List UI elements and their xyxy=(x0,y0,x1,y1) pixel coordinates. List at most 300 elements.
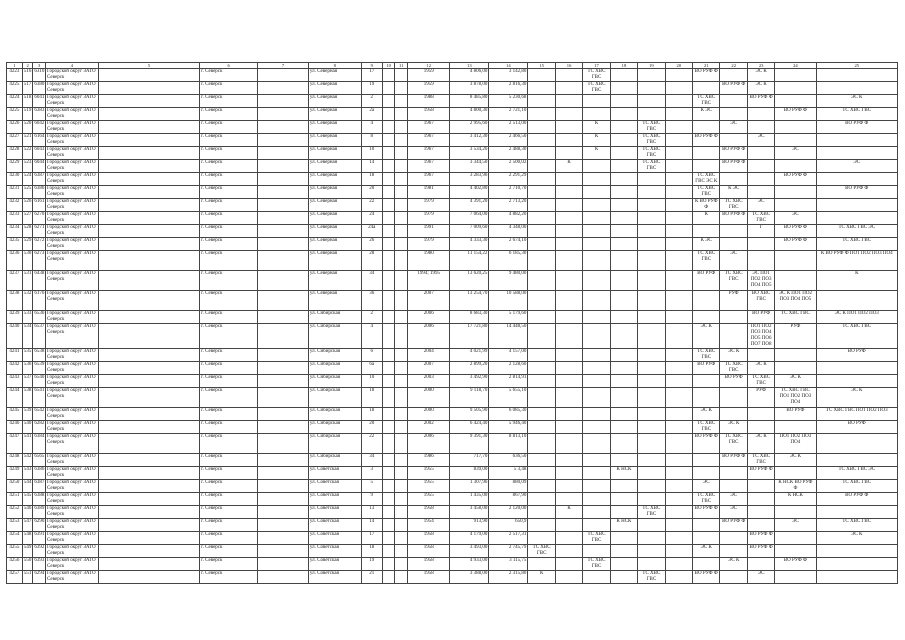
table-cell xyxy=(528,311,555,324)
table-cell: ТС ХВС ГВС xyxy=(583,532,610,545)
table-cell: 4225 xyxy=(7,108,23,121)
table-cell: К НСК ВО РУФ Ф xyxy=(775,480,816,493)
table-cell xyxy=(528,454,555,467)
table-cell: 5 179,60 xyxy=(489,311,528,324)
table-cell: Городской округ ЗАТО Северск xyxy=(46,160,99,173)
table-cell xyxy=(382,545,395,558)
table-cell: ул. Советская xyxy=(308,558,361,571)
table-cell: г. Северск xyxy=(200,324,258,349)
column-number-cell: 18 xyxy=(610,63,637,69)
table-cell: РУФ xyxy=(775,324,816,349)
table-cell: ТС ХВС ГВС xyxy=(583,558,610,571)
table-cell xyxy=(98,421,199,434)
table-cell: 4 021,99 xyxy=(450,349,489,362)
table-cell xyxy=(665,408,692,421)
table-cell xyxy=(382,362,395,375)
table-cell: 2 315,80 xyxy=(489,571,528,584)
table-cell: 880,09 xyxy=(489,480,528,493)
table-cell: 4251 xyxy=(7,493,23,506)
table-cell: 543 xyxy=(22,467,33,480)
table-cell xyxy=(610,571,637,584)
table-row xyxy=(7,532,898,545)
table-cell: ЭС xyxy=(775,212,816,225)
table-cell xyxy=(665,212,692,225)
table-cell xyxy=(98,186,199,199)
table-cell: 4 333,30 xyxy=(450,238,489,251)
table-cell xyxy=(382,324,395,349)
table-cell xyxy=(528,434,555,454)
table-cell xyxy=(693,121,720,134)
table-cell: 7 009,60 xyxy=(450,225,489,238)
table-cell: ВО РУФ Ф xyxy=(720,82,747,95)
table-cell: ПО1 ПО2 ПО3 ПО4 ПО5 ПО6 ПО7 ПО8 xyxy=(747,324,774,349)
table-cell: 6273 xyxy=(33,251,46,271)
table-cell: 6438 xyxy=(33,271,46,291)
table-cell xyxy=(395,532,408,545)
table-cell xyxy=(583,95,610,108)
table-cell: 6392 xyxy=(33,545,46,558)
table-cell xyxy=(720,408,747,421)
table-row xyxy=(7,251,898,271)
table-cell xyxy=(816,134,898,147)
table-cell xyxy=(395,69,408,82)
table-cell xyxy=(395,324,408,349)
table-cell: г. Северск xyxy=(200,82,258,95)
table-cell: 6290 xyxy=(33,519,46,532)
table-cell: 4232 xyxy=(7,199,23,212)
table-cell: Городской округ ЗАТО Северск xyxy=(46,271,99,291)
table-cell: 17 xyxy=(361,532,382,545)
table-cell xyxy=(638,467,665,480)
table-cell: 4257 xyxy=(7,571,23,584)
table-cell: ул. Советская xyxy=(308,467,361,480)
table-cell xyxy=(720,388,747,408)
table-cell: ул. Советская xyxy=(308,532,361,545)
table-cell: Городской округ ЗАТО Северск xyxy=(46,134,99,147)
table-cell xyxy=(528,421,555,434)
table-cell: ул. Северная xyxy=(308,212,361,225)
table-cell xyxy=(98,225,199,238)
table-cell xyxy=(638,434,665,454)
table-cell xyxy=(555,558,582,571)
table-cell xyxy=(258,271,309,291)
table-cell xyxy=(382,480,395,493)
table-row xyxy=(7,173,898,186)
table-cell: ВО РУФ Ф xyxy=(775,558,816,571)
table-cell xyxy=(382,225,395,238)
table-cell: 4241 xyxy=(7,349,23,362)
table-cell: 6539 xyxy=(33,362,46,375)
table-cell xyxy=(555,421,582,434)
table-cell xyxy=(638,238,665,251)
table-cell xyxy=(555,108,582,121)
table-cell xyxy=(665,82,692,95)
table-cell: РУФ xyxy=(747,388,774,408)
table-cell xyxy=(720,95,747,108)
table-cell xyxy=(747,186,774,199)
table-cell: 6388 xyxy=(33,493,46,506)
table-cell xyxy=(665,493,692,506)
table-cell: К xyxy=(583,121,610,134)
table-cell: 535 xyxy=(22,349,33,362)
table-cell: ТС ХВС ГВС xyxy=(816,480,898,493)
table-cell xyxy=(382,251,395,271)
table-cell: 2 816,30 xyxy=(489,82,528,95)
table-cell xyxy=(382,108,395,121)
table-cell: 1979 xyxy=(408,199,450,212)
table-cell: 6164 xyxy=(33,134,46,147)
table-cell: 1967 xyxy=(408,134,450,147)
table-cell: ТС ХВС ГВС xyxy=(638,160,665,173)
table-cell xyxy=(395,147,408,160)
table-cell xyxy=(775,545,816,558)
table-cell xyxy=(638,421,665,434)
table-cell xyxy=(747,173,774,186)
table-cell xyxy=(555,225,582,238)
table-cell xyxy=(693,225,720,238)
table-cell xyxy=(98,324,199,349)
table-cell xyxy=(583,408,610,421)
table-cell xyxy=(665,291,692,311)
table-cell: ЭС xyxy=(720,493,747,506)
table-cell: 839,00 xyxy=(450,467,489,480)
table-cell xyxy=(258,408,309,421)
table-cell: 6044 xyxy=(33,160,46,173)
table-cell: 1981 xyxy=(408,186,450,199)
table-cell xyxy=(528,388,555,408)
table-cell: ВО РУФ Ф xyxy=(720,519,747,532)
table-cell: К xyxy=(555,160,582,173)
table-cell: 6042 xyxy=(33,121,46,134)
table-cell xyxy=(395,271,408,291)
table-cell xyxy=(747,121,774,134)
table-cell xyxy=(583,519,610,532)
table-cell: 17 xyxy=(361,69,382,82)
table-cell xyxy=(583,362,610,375)
table-cell xyxy=(665,480,692,493)
table-row xyxy=(7,212,898,225)
table-cell: ТС ХВС ГВС xyxy=(583,69,610,82)
table-cell xyxy=(747,480,774,493)
table-cell: 3 388,00 xyxy=(450,571,489,584)
table-cell xyxy=(555,212,582,225)
table-cell: 10 xyxy=(361,375,382,388)
table-cell xyxy=(382,199,395,212)
table-cell: 2 814,91 xyxy=(489,375,528,388)
table-cell: 1967 xyxy=(408,147,450,160)
table-cell: Городской округ ЗАТО Северск xyxy=(46,434,99,454)
table-cell: 4 157,00 xyxy=(489,349,528,362)
table-cell: 2 674,10 xyxy=(489,238,528,251)
column-number-cell: 21 xyxy=(693,63,720,69)
table-cell xyxy=(382,134,395,147)
table-cell: ул. Сибирская xyxy=(308,375,361,388)
table-cell: Городской округ ЗАТО Северск xyxy=(46,238,99,251)
table-cell: 4234 xyxy=(7,225,23,238)
table-cell: 2 120,00 xyxy=(489,506,528,519)
table-cell xyxy=(258,147,309,160)
table-cell xyxy=(98,349,199,362)
table-cell xyxy=(665,271,692,291)
table-cell: г. Северск xyxy=(200,238,258,251)
table-row xyxy=(7,434,898,454)
table-cell xyxy=(382,271,395,291)
table-cell: 4255 xyxy=(7,545,23,558)
table-cell: 4245 xyxy=(7,408,23,421)
table-cell: г. Северск xyxy=(200,173,258,186)
table-cell xyxy=(775,271,816,291)
table-cell xyxy=(638,375,665,388)
table-cell xyxy=(816,454,898,467)
table-cell xyxy=(528,519,555,532)
table-cell: ул. Северная xyxy=(308,121,361,134)
table-cell: ЭС К xyxy=(816,95,898,108)
table-cell: ВО РУФ xyxy=(816,421,898,434)
table-cell xyxy=(775,362,816,375)
table-cell xyxy=(693,375,720,388)
table-cell: 551 xyxy=(22,571,33,584)
table-cell xyxy=(555,362,582,375)
table-cell: 717,70 xyxy=(450,454,489,467)
table-cell xyxy=(258,467,309,480)
table-cell xyxy=(395,558,408,571)
table-cell xyxy=(665,571,692,584)
table-cell: 1979 xyxy=(408,212,450,225)
table-cell xyxy=(638,291,665,311)
table-cell: 8 xyxy=(361,134,382,147)
table-cell xyxy=(775,160,816,173)
table-cell xyxy=(382,186,395,199)
table-cell: 518 xyxy=(22,95,33,108)
table-cell xyxy=(583,506,610,519)
table-cell: г. Северск xyxy=(200,493,258,506)
table-cell: 2 500,02 xyxy=(489,160,528,173)
table-cell: г. Северск xyxy=(200,147,258,160)
table-cell: РУФ xyxy=(720,291,747,311)
table-cell xyxy=(382,69,395,82)
table-cell: 1979 xyxy=(408,238,450,251)
column-number-cell: 3 xyxy=(33,63,46,69)
table-cell xyxy=(720,311,747,324)
table-cell xyxy=(583,421,610,434)
table-cell: 18 xyxy=(361,545,382,558)
table-cell: 534 xyxy=(22,324,33,349)
table-cell xyxy=(638,454,665,467)
table-cell: 2 899,20 xyxy=(450,362,489,375)
column-number-cell: 13 xyxy=(450,63,489,69)
table-cell xyxy=(693,160,720,173)
table-cell xyxy=(382,532,395,545)
table-cell: 4250 xyxy=(7,480,23,493)
table-cell: 3 492,90 xyxy=(450,375,489,388)
table-cell: 6541 xyxy=(33,388,46,408)
table-cell xyxy=(555,375,582,388)
table-cell: Городской округ ЗАТО Северск xyxy=(46,225,99,238)
table-cell xyxy=(382,349,395,362)
table-cell: 5 655,10 xyxy=(489,388,528,408)
table-cell xyxy=(258,349,309,362)
table-cell: 8 683,30 xyxy=(450,311,489,324)
table-cell: 4248 xyxy=(7,454,23,467)
table-cell xyxy=(610,173,637,186)
table-cell xyxy=(258,108,309,121)
table-cell xyxy=(638,95,665,108)
table-cell: 536 xyxy=(22,362,33,375)
table-cell: 21 xyxy=(361,571,382,584)
table-cell: 2004 xyxy=(408,349,450,362)
table-cell: ВО РУФ Ф xyxy=(747,545,774,558)
table-cell xyxy=(610,108,637,121)
table-cell xyxy=(98,108,199,121)
table-cell xyxy=(528,271,555,291)
table-cell: 6а xyxy=(361,362,382,375)
table-cell xyxy=(665,506,692,519)
table-row xyxy=(7,147,898,160)
table-cell: 636,50 xyxy=(489,454,528,467)
column-number-cell: 19 xyxy=(638,63,665,69)
table-cell: 2006 xyxy=(408,311,450,324)
table-row xyxy=(7,238,898,251)
table-cell xyxy=(395,493,408,506)
table-cell: К xyxy=(583,147,610,160)
table-cell xyxy=(816,212,898,225)
table-cell: ТС ХВС ГВС ПО1 ПО2 ПО3 xyxy=(816,408,898,421)
table-cell xyxy=(98,311,199,324)
table-cell xyxy=(747,160,774,173)
table-cell xyxy=(816,545,898,558)
table-cell xyxy=(98,134,199,147)
table-cell: 6383 xyxy=(33,108,46,121)
table-cell: г. Северск xyxy=(200,186,258,199)
table-cell xyxy=(583,388,610,408)
table-cell: 1 435,00 xyxy=(450,493,489,506)
table-cell xyxy=(638,532,665,545)
table-cell: г. Северск xyxy=(200,434,258,454)
table-cell xyxy=(638,362,665,375)
table-cell xyxy=(395,199,408,212)
table-cell xyxy=(638,225,665,238)
table-cell: 1954 xyxy=(408,519,450,532)
table-cell: 1 307,96 xyxy=(450,480,489,493)
table-cell: ЭС К xyxy=(747,69,774,82)
table-cell: ТС ХВС ГВС xyxy=(720,271,747,291)
table-cell: ул. Советская xyxy=(308,571,361,584)
table-cell: ул. Сибирская xyxy=(308,408,361,421)
table-cell: ТС ХВС ГВС xyxy=(693,186,720,199)
table-cell: ВО РУФ Ф xyxy=(747,467,774,480)
table-cell xyxy=(555,493,582,506)
table-cell: 36 xyxy=(361,291,382,311)
table-cell xyxy=(555,147,582,160)
table-cell: К НСК xyxy=(775,493,816,506)
table-cell: 6386 xyxy=(33,467,46,480)
table-cell: ЭС К xyxy=(775,375,816,388)
table-cell: 24 xyxy=(361,212,382,225)
table-cell: ТС ХВС ГВС xyxy=(693,251,720,271)
table-cell xyxy=(583,467,610,480)
table-cell xyxy=(665,434,692,454)
table-cell: 1959 xyxy=(408,82,450,95)
table-cell: ВО РУФ Ф xyxy=(747,532,774,545)
table-cell xyxy=(555,291,582,311)
table-cell: 14 xyxy=(361,160,382,173)
table-cell: 6 185,30 xyxy=(489,251,528,271)
table-cell xyxy=(610,545,637,558)
table-cell: 6540 xyxy=(33,375,46,388)
table-cell: ВО РУФ Ф xyxy=(775,108,816,121)
table-cell xyxy=(775,186,816,199)
table-cell xyxy=(98,69,199,82)
table-cell: 5 3,48 xyxy=(489,467,528,480)
table-cell xyxy=(98,212,199,225)
table-cell: 4237 xyxy=(7,271,23,291)
table-cell: ВО РУФ Ф xyxy=(816,121,898,134)
table-cell xyxy=(610,212,637,225)
table-cell xyxy=(747,421,774,434)
table-cell xyxy=(747,147,774,160)
table-cell: 529 xyxy=(22,238,33,251)
table-cell: 4249 xyxy=(7,467,23,480)
table-cell xyxy=(382,82,395,95)
table-cell xyxy=(816,506,898,519)
table-cell xyxy=(258,388,309,408)
table-cell xyxy=(528,225,555,238)
table-cell: 1967 xyxy=(408,160,450,173)
table-cell: ВО РУФ Ф xyxy=(816,186,898,199)
table-cell xyxy=(610,362,637,375)
table-cell xyxy=(528,134,555,147)
table-cell xyxy=(610,82,637,95)
table-cell: г. Северск xyxy=(200,311,258,324)
table-cell: 9 xyxy=(361,493,382,506)
table-cell: 4224 xyxy=(7,95,23,108)
table-cell: ТС ХВС ГВС xyxy=(816,108,898,121)
table-cell: 10 588,00 xyxy=(489,291,528,311)
table-cell: 3 458,00 xyxy=(450,506,489,519)
table-cell: 1955 xyxy=(408,493,450,506)
table-cell xyxy=(638,108,665,121)
table-cell xyxy=(382,519,395,532)
table-cell xyxy=(98,291,199,311)
table-cell xyxy=(395,134,408,147)
table-cell xyxy=(665,251,692,271)
table-cell: ул. Северная xyxy=(308,173,361,186)
table-cell xyxy=(665,532,692,545)
table-cell: г. Северск xyxy=(200,519,258,532)
table-cell xyxy=(98,147,199,160)
table-cell xyxy=(638,186,665,199)
table-cell xyxy=(395,421,408,434)
table-cell xyxy=(382,454,395,467)
table-cell: 2 488,30 xyxy=(489,147,528,160)
table-cell xyxy=(583,186,610,199)
table-cell xyxy=(98,173,199,186)
table-cell: 28 xyxy=(361,251,382,271)
table-cell: г. Северск xyxy=(200,251,258,271)
table-cell: 4242 xyxy=(7,362,23,375)
registry-sheet xyxy=(6,62,898,584)
table-cell: г. Северск xyxy=(200,199,258,212)
table-cell xyxy=(665,349,692,362)
table-cell xyxy=(665,545,692,558)
table-cell: Городской округ ЗАТО Северск xyxy=(46,349,99,362)
table-cell xyxy=(258,571,309,584)
table-cell xyxy=(693,454,720,467)
table-cell xyxy=(555,532,582,545)
table-cell xyxy=(382,421,395,434)
table-cell: ВО РУФ Ф xyxy=(693,571,720,584)
table-cell: ЭС xyxy=(720,251,747,271)
